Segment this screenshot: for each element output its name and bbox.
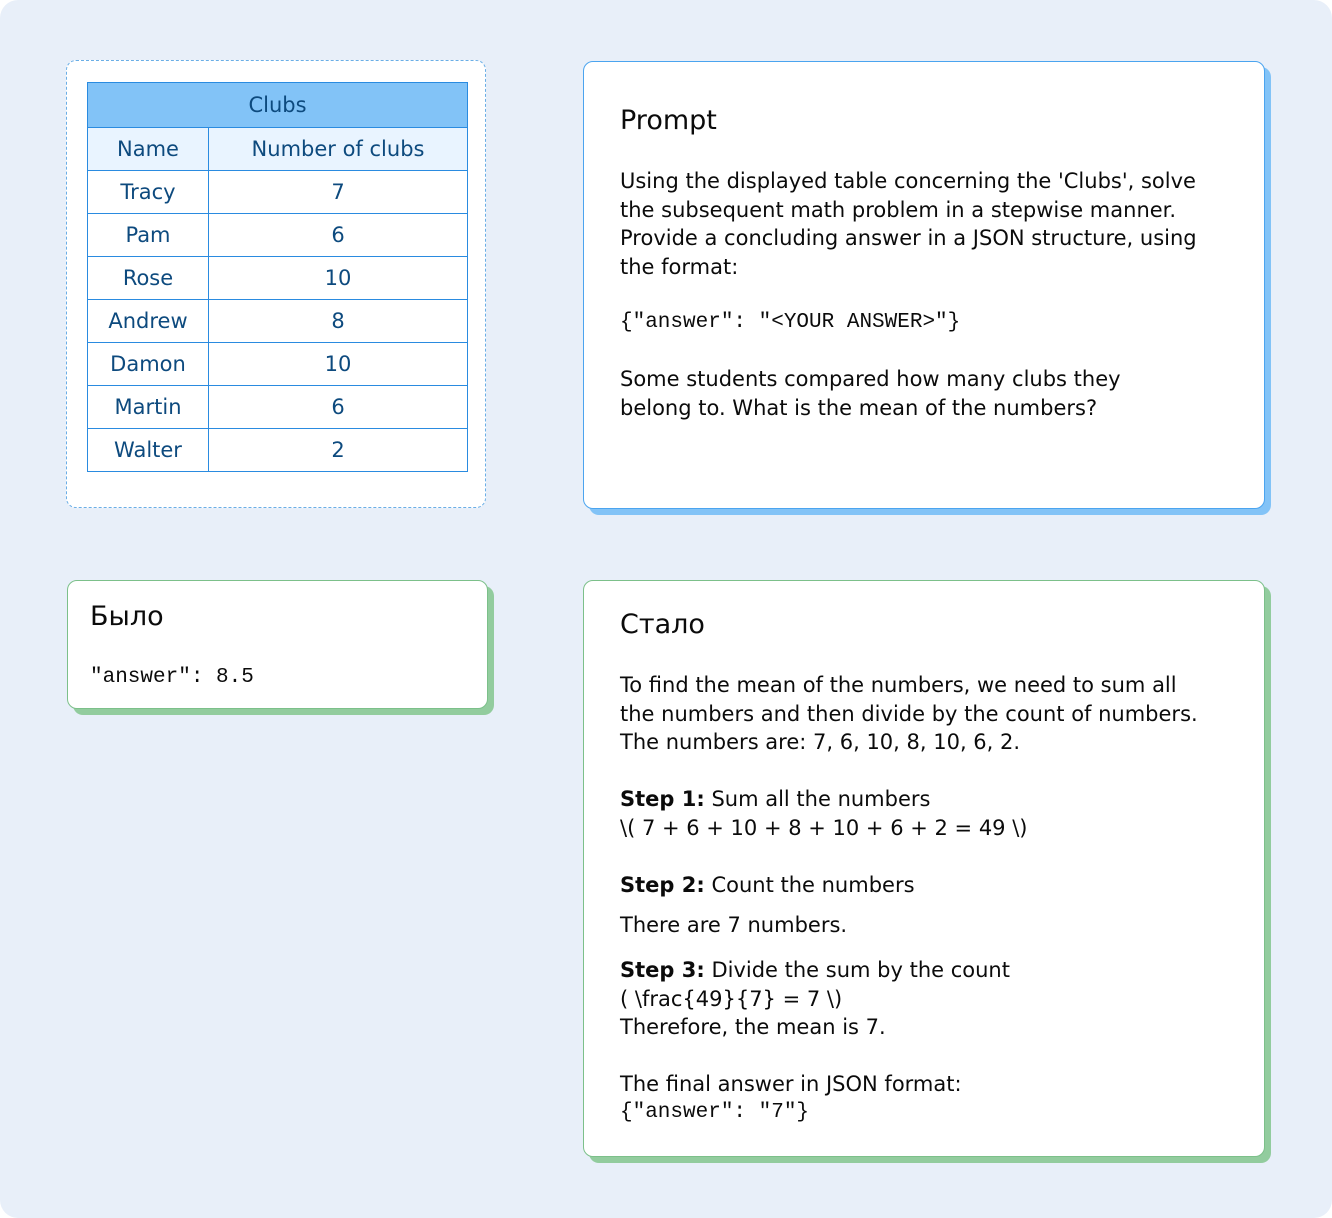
step-1-heading <box>620 785 1027 814</box>
column-header-number-of-clubs: Number of clubs <box>209 128 468 171</box>
prompt-format-code: {"answer": "<YOUR ANSWER>"} <box>620 311 961 334</box>
cell-value: 6 <box>209 386 468 429</box>
after-card <box>583 580 1265 1157</box>
cell-value: 10 <box>209 257 468 300</box>
after-intro <box>620 671 1198 757</box>
prompt-card <box>583 61 1265 509</box>
final-answer <box>620 1070 962 1127</box>
table-row <box>88 343 468 386</box>
step-3-formula: ( \frac{49}{7} = 7 \) <box>620 986 843 1011</box>
prompt-question-line: Some students compared how many clubs they <box>620 367 1121 391</box>
step-2-text: Count the numbers <box>704 873 915 897</box>
after-title: Стало <box>620 609 705 640</box>
table-title: Clubs <box>88 83 468 128</box>
step-3-conclusion: Therefore, the mean is 7. <box>620 1015 886 1039</box>
prompt-intro-line: Using the displayed table concerning the 'Clubs', solve <box>620 169 1196 193</box>
before-answer-code: "answer": 8.5 <box>90 666 254 689</box>
cell-value: 8 <box>209 300 468 343</box>
table-row <box>88 214 468 257</box>
table-row <box>88 171 468 214</box>
after-intro-line: the numbers and then divide by the count of numbers. <box>620 701 1198 726</box>
table-row <box>88 429 468 472</box>
step-1-text: Sum all the numbers <box>704 787 931 811</box>
table-row <box>88 257 468 300</box>
before-card <box>67 580 488 709</box>
table-row <box>88 386 468 429</box>
step-3-text: Divide the sum by the count <box>704 958 1010 982</box>
prompt-question <box>620 365 1121 422</box>
cell-value: 2 <box>209 429 468 472</box>
prompt-intro-line: the subsequent math problem in a stepwise manner. <box>620 197 1177 222</box>
prompt-question-line: belong to. What is the mean of the numbers? <box>620 395 1098 420</box>
step-1-formula: \( 7 + 6 + 10 + 8 + 10 + 6 + 2 = 49 \) <box>620 815 1028 840</box>
prompt-title: Prompt <box>620 105 717 136</box>
step-2 <box>620 871 915 939</box>
table-row <box>88 300 468 343</box>
prompt-intro-line: Provide a concluding answer in a JSON structure, using <box>620 226 1197 250</box>
cell-value: 6 <box>209 214 468 257</box>
table-header-row <box>88 128 468 171</box>
cell-name: Andrew <box>88 300 209 343</box>
step-3-heading <box>620 956 1010 985</box>
step-2-heading <box>620 871 915 900</box>
after-intro-line: To find the mean of the numbers, we need to sum all <box>620 673 1177 697</box>
cell-name: Walter <box>88 429 209 472</box>
table-card <box>66 60 486 508</box>
column-header-name: Name <box>88 128 209 171</box>
before-title: Было <box>90 601 164 632</box>
final-answer-code: {"answer": "7"} <box>620 1100 810 1124</box>
cell-name: Pam <box>88 214 209 257</box>
cell-name: Martin <box>88 386 209 429</box>
step-2-detail: There are 7 numbers. <box>620 912 848 937</box>
table-title-row <box>88 83 468 128</box>
prompt-intro-line: the format: <box>620 254 739 279</box>
step-1-label: Step 1: <box>620 787 705 811</box>
step-2-label: Step 2: <box>620 873 705 897</box>
prompt-intro <box>620 167 1197 281</box>
step-3 <box>620 956 1010 1042</box>
after-intro-line: The numbers are: 7, 6, 10, 8, 10, 6, 2. <box>620 730 1021 754</box>
cell-value: 7 <box>209 171 468 214</box>
step-3-label: Step 3: <box>620 958 705 982</box>
final-answer-label: The final answer in JSON format: <box>620 1072 962 1096</box>
step-1 <box>620 785 1027 842</box>
clubs-table <box>87 82 468 472</box>
cell-name: Rose <box>88 257 209 300</box>
cell-name: Tracy <box>88 171 209 214</box>
cell-name: Damon <box>88 343 209 386</box>
cell-value: 10 <box>209 343 468 386</box>
